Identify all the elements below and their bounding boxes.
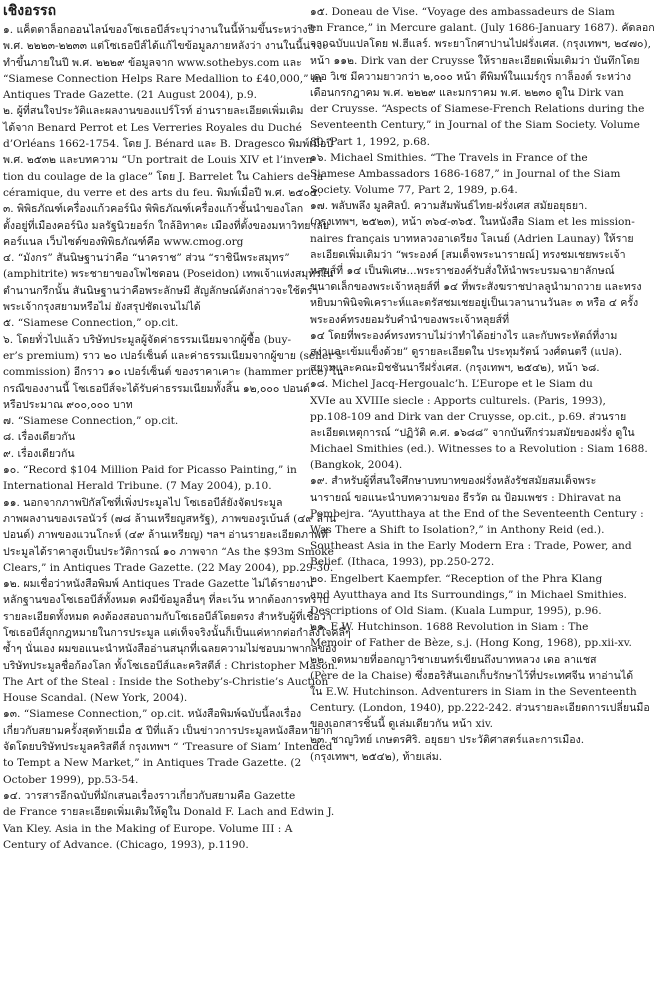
footnote-line: ๒. ผู้ที่สนใจประวัติและผลงานของแปร์โรท์ อ่านรายละเอียดเพิ่มเติม bbox=[3, 105, 304, 118]
footnote-line: ๒๐. Engelbert Kaempfer. “Reception of the Phra Klang bbox=[310, 572, 603, 585]
footnote-line: The Art of the Steal : Inside the Sotheby’s-Christie’s Auction bbox=[3, 675, 329, 688]
footnote-line: (Père de la Chaise) ซึ่งฮอริสันเอกเก็บรักษาไว้ที่ประเทศจีน หาอ่านได้ bbox=[310, 669, 634, 682]
page-heading: เชิงอรรถ bbox=[3, 3, 57, 19]
footnote-line: รายละเอียดทั้งหมด คงต้องสอบถามกับโซเธอบีส์โดยตรง สำหรับผู้ที่เชื่อว่า bbox=[3, 610, 332, 623]
footnote-line: ๑๘. Michel Jacq-Hergoualc’h. L’Europe et le Siam du bbox=[310, 378, 593, 391]
footnote-line: ๑๒. ผมเชื่อว่าหนังสือพิมพ์ Antiques Trade Gazette ไม่ได้รายงาน bbox=[3, 578, 314, 591]
footnote-line: ๑๐. “Record $104 Million Paid for Picasso Painting,” in bbox=[3, 464, 297, 477]
footnote-line: หลุยส์ที่ ๑๔ เป็นพิเศษ...พระราชองค์รับสั่งให้นำพระบรมฉายาลักษณ์ bbox=[310, 265, 615, 277]
footnote-line: commission) อีกราว ๑๐ เปอร์เซ็นต์ ของราคาเคาะ (hammer price) ใน bbox=[3, 366, 344, 379]
footnote-line: พ.ศ. ๒๒๒๓-๒๒๓๓ แต่โซเธอบีส์ได้แก้ไขข้อมูลภายหลังว่า งานในนี้น่าจะ bbox=[3, 40, 328, 53]
footnote-line: ๙. เรื่องเดียวกัน bbox=[3, 447, 75, 460]
footnote-line: Antiques Trade Gazette. (21 August 2004), p.9. bbox=[3, 89, 258, 102]
footnote-line: หน้า ๑๑๒. Dirk van der Cruysse ให้รายละเอียดเพิ่มเติมว่า บันทึกโดย bbox=[310, 54, 640, 67]
footnote-line: Century of Advance. (Chicago, 1993), p.1190. bbox=[3, 838, 249, 851]
footnote-line: ๒๓. ชาญวิทย์ เกษตรศิริ. อยุธยา ประวัติศาสตร์และการเมือง. bbox=[310, 734, 585, 747]
footnote-line: Belief. (Ithaca, 1993), pp.250-272. bbox=[310, 556, 495, 569]
footnote-line: Pombejra. “Ayutthaya at the End of the Seventeenth Century : bbox=[310, 507, 644, 520]
footnote-line: ของเอกสารชิ้นนี้ ดูเล่มเดียวกัน หน้า xiv. bbox=[310, 718, 493, 731]
footnote-line: ละเอียดเพิ่มเติมว่า “พระองค์ [สมเด็จพระนารายณ์] ทรงชมเชยพระเจ้า bbox=[310, 248, 626, 261]
footnote-line: ๗. “Siamese Connection,” op.cit. bbox=[3, 415, 179, 428]
footnote-line: de France รายละเอียดเพิ่มเติมให้ดูใน Donald F. Lach and Edwin J. bbox=[3, 806, 335, 819]
footnote-line: พระองค์ทรงยอมรับคำนำของพระเจ้าหลุยส์ที่ bbox=[310, 313, 510, 326]
footnote-line: (amphitrite) พระชายาของโพไซดอน (Poseidon) เทพเจ้าแห่งสมุทรใน bbox=[3, 268, 334, 281]
footnote-line: ๑๔ โดยที่พระองค์ทรงทราบไม่ว่าทำได้อย่างไร และกับพระหัตถ์ที่งาม bbox=[310, 329, 618, 342]
footnote-line: (กรุงเทพฯ, ๒๕๔๒), ท้ายเล่ม. bbox=[310, 750, 443, 763]
footnote-line: naires français บาทหลวงอาเดรียง โลเนย์ (Adrien Launay) ให้ราย bbox=[310, 232, 634, 245]
footnote-line: ภาพผลงานของเรอนัวร์ (๗๘ ล้านเหรียญสหรัฐ), ภาพของรูเบ้นส์ (๔๙ ล้าน bbox=[3, 512, 337, 525]
footnote-line: จัดโดยบริษัทประมูลคริสตีส์ กรุงเทพฯ “ ‘Treasure of Siam’ Intended bbox=[3, 741, 333, 754]
footnote-line: Seventeenth Century,” in Journal of the Siam Society. Volume bbox=[310, 119, 640, 132]
footnote-line: ๖. โดยทั่วไปแล้ว บริษัทประมูลผู้จัดค่าธรรมเนียมจากผู้ซื้อ (buy- bbox=[3, 333, 292, 346]
footnote-line: Was There a Shift to Isolation?,” in Anthony Reid (ed.). bbox=[310, 524, 605, 536]
footnote-line: House Scandal. (New York, 2004). bbox=[3, 692, 188, 705]
footnote-line: หยิบมาพินิจพิเคราะห์และตรัสชมเชยอยู่เป็นเวลานานวันละ ๓ หรือ ๔ ครั้ง bbox=[310, 297, 639, 310]
footnote-line: er’s premium) ราว ๒๐ เปอร์เซ็นต์ และค่าธรรมเนียมจากผู้ขาย (seller’s bbox=[3, 349, 343, 362]
footnote-line: Society. Volume 77, Part 2, 1989, p.64. bbox=[310, 184, 518, 197]
footnote-line: XVIe au XVIIIe siecle : Apports culturels. (Paris, 1993), bbox=[310, 394, 606, 407]
footnote-line: pp.108-109 and Dirk van der Cruysse, op.cit., p.69. ส่วนราย bbox=[310, 410, 627, 423]
footnote-line: d’Orléans 1662-1754. โดย J. Bénard และ B. Dragesco พิมพ์เมื่อปี bbox=[3, 138, 334, 151]
footnote-line: ๔. “มังกร” สันนิษฐานว่าคือ “นาคราช” ส่วน “ราชินีพระสมุทร” bbox=[3, 252, 290, 265]
footnote-line: ตั้งอยู่ที่เมืองคอร์นิง มลรัฐนิวยอร์ก ใกล้อิทาคะ เมืองที่ตั้งของมหาวิทยาลัย bbox=[3, 219, 330, 232]
footnote-line: บริษัทประมูลชื่อก้องโลก ทั้งโซเธอบีส์และคริสตีส์ : Christopher Mason. bbox=[3, 659, 338, 672]
footnote-line: สง่าและเข้มแข็งด้วย” ดูรายละเอียดใน ประทุมรัตน์ วงศ์ดนตรี (แปล). bbox=[310, 345, 623, 358]
footnote-line: จากฉบับแปลโดย ฟ.ฮีแลร์. พระยาโกศาปานไปฝรั่งเศส. (กรุงเทพฯ, ๒๔๗๐), bbox=[310, 38, 651, 51]
footnote-line: Michael Smithies (ed.). Witnesses to a Revolution : Siam 1688. bbox=[310, 443, 648, 456]
footnote-line: ใน E.W. Hutchinson. Adventurers in Siam in the Seventeenth bbox=[310, 685, 637, 698]
footnote-line: ๒๒. จดหมายที่ออกญาวิชาเยนทร์เขียนถึงบาทหลวง เดอ ลาแชส bbox=[310, 653, 597, 666]
left-column bbox=[3, 22, 351, 853]
footnote-line: Clears,” in Antiques Trade Gazette. (22 May 2004), pp.29-30. bbox=[3, 561, 334, 574]
footnote-line: ทำขึ้นภายในปี พ.ศ. ๒๒๒๙ ข้อมูลจาก www.sothebys.com และ bbox=[3, 56, 302, 69]
footnote-line: (Bangkok, 2004). bbox=[310, 459, 403, 472]
right-column bbox=[310, 4, 655, 765]
footnote-line: เดอ วิเซ มีความยาวกว่า ๒,๐๐๐ หน้า ตีพิมพ์ในแมร์กูร กาล็องต์ ระหว่าง bbox=[310, 70, 632, 83]
footnote-line: พ.ศ. ๒๕๓๒ และบทความ “Un portrait de Louis XIV et l’inven- bbox=[3, 154, 316, 167]
footnote-line: Southeast Asia in the Early Modern Era : Trade, Power, and bbox=[310, 540, 632, 553]
footnote-line: Siamese Ambassadors 1686-1687,” in Journal of the Siam bbox=[310, 167, 621, 180]
footnote-line: der Cruysse. “Aspects of Siamese-French Relations during the bbox=[310, 103, 645, 116]
footnote-line: ขนาดเล็กของพระเจ้าหลุยส์ที่ ๑๔ ที่พระสังฆราชปาลลูนำมาถวาย และทรง bbox=[310, 281, 642, 294]
footnote-line: ๑๕. Doneau de Vise. “Voyage des ambassadeurs de Siam bbox=[310, 6, 615, 18]
footnote-line: ๕. “Siamese Connection,” op.cit. bbox=[3, 317, 179, 330]
footnote-line: ตำนานกรีกนั้น สันนิษฐานว่าคือพระลักษมี สัญลักษณ์ดังกล่าวจะใช้ตรา bbox=[3, 284, 319, 297]
footnote-line: Descriptions of Old Siam. (Kuala Lumpur, 1995), p.96. bbox=[310, 604, 602, 617]
footnote-line: คอร์แนล เว็บไซต์ของพิพิธภัณฑ์คือ www.cmog.org bbox=[3, 235, 244, 248]
footnote-line: ๑๑. นอกจากภาพปิกัสโซที่เพิ่งประมูลไป โซเธอบีส์ยังจัดประมูล bbox=[3, 496, 283, 509]
footnote-line: ๑๙. สำหรับผู้ที่สนใจศึกษาบทบาทของฝรั่งหลังรัชสมัยสมเด็จพระ bbox=[310, 475, 597, 488]
footnote-line: ๑. แค็ตตาล็อกออนไลน์ของโซเธอบีส์ระบุว่างานในนี้ห้ามขึ้นระหว่างปี bbox=[3, 24, 315, 36]
footnote-line: “Siamese Connection Helps Rare Medallion to £40,000,” in bbox=[3, 72, 323, 85]
footnote-line: ปอนด์) ภาพของแวนโกะห์ (๔๙ ล้านเหรียญ) ฯลฯ อ่านรายละเอียดภาพที่ bbox=[3, 529, 328, 542]
footnote-line: Century. (London, 1940), pp.222-242. ส่วนรายละเอียดการเปลี่ยนมือ bbox=[310, 702, 650, 715]
footnote-line: ๑๖. Michael Smithies. “The Travels in France of the bbox=[310, 151, 588, 164]
footnote-line: tion du coulage de la glace” โดย J. Barrelet ใน Cahiers de la bbox=[3, 170, 324, 183]
footnote-line: and Ayutthaya and Its Surroundings,” in Michael Smithies. bbox=[310, 588, 627, 601]
footnote-line: ซ้ำๆ นั่นเอง ผมขอแนะนำหนังสืออ่านสนุกที่เฉลยความไม่ชอบมาพากลของ bbox=[3, 643, 337, 656]
footnote-line: céramique, du verre et des arts du feu. พิมพ์เมื่อปี พ.ศ. ๒๕๐๕. bbox=[3, 186, 322, 199]
footnote-line: 80, Part 1, 1992, p.68. bbox=[310, 135, 431, 148]
footnote-line: ละเอียดเหตุการณ์ “ปฏิวัติ ค.ศ. ๑๖๘๘” จากบันทึกร่วมสมัยของฝรั่ง ดูใน bbox=[310, 426, 635, 439]
footnote-line: ๒๑. E.W. Hutchinson. 1688 Revolution in Siam : The bbox=[310, 621, 589, 634]
footnote-line: สยามและคณะมิชชันนารีฝรั่งเศส. (กรุงเทพฯ, ๒๕๔๒), หน้า ๖๘. bbox=[310, 362, 600, 375]
footnote-line: ๑๗. พลับพลึง มูลศิลป์. ความสัมพันธ์ไทย-ฝรั่งเศส สมัยอยุธยา. bbox=[310, 200, 588, 213]
footnote-line: ๘. เรื่องเดียวกัน bbox=[3, 431, 76, 444]
footnote-line: ได้จาก Benard Perrot et Les Verreries Royales du Duché bbox=[3, 121, 302, 134]
footnote-line: โซเธอบีส์ถูกกฎหมายในการประมูล แต่เท็จจริงนั้นก็เป็นแค่หากต่อกำลังใจคลื่ๆ bbox=[3, 626, 351, 639]
footnote-line: หรือประมาณ ๙๐๐,๐๐๐ บาท bbox=[3, 398, 133, 411]
footnote-line: en France,” in Mercure galant. (July 1686-January 1687). คัดลอก bbox=[310, 22, 655, 35]
footnote-line: เดือนกรกฎาคม พ.ศ. ๒๒๒๙ และมกราคม พ.ศ. ๒๒๓๐ ดูใน Dirk van bbox=[310, 86, 624, 99]
footnote-line: หลักฐานของโซเธอบีส์ทั้งหมด คงมีข้อมูลอื่นๆ ที่ละเว้น หากต้องการทราบ bbox=[3, 594, 330, 607]
footnote-line: (กรุงเทพฯ, ๒๕๒๓), หน้า ๓๖๔-๓๖๕. ในหนังสือ Siam et les mission- bbox=[310, 216, 635, 229]
footnote-line: to Tempt a New Market,” in Antiques Trade Gazette. (2 bbox=[3, 757, 302, 770]
footnote-line: ๓. พิพิธภัณฑ์เครื่องแก้วคอร์นิง พิพิธภัณฑ์เครื่องแก้วชั้นนำของโลก bbox=[3, 203, 304, 216]
footnote-line: พระเจ้ากรุงสยามหรือไม่ ยังสรุปชัดเจนไม่ได้ bbox=[3, 301, 201, 314]
footnote-line: International Herald Tribune. (7 May 2004), p.10. bbox=[3, 480, 272, 493]
footnote-line: Van Kley. Asia in the Making of Europe. Volume III : A bbox=[3, 822, 293, 835]
footnote-line: ๑๓. “Siamese Connection,” op.cit. หนังสือพิมพ์ฉบับนี้ลงเรื่อง bbox=[3, 708, 302, 721]
footnote-line: October 1999), pp.53-54. bbox=[3, 773, 139, 786]
footnote-line: เกี่ยวกับสยามครั้งสุดท้ายเมื่อ ๕ ปีที่แล้ว เป็นข่าวการประมูลหนังสือหายาก bbox=[3, 724, 333, 737]
footnote-line: ประมูลได้ราคาสูงเป็นประวัติการณ์ ๑๐ ภาพจาก “As the $93m Smoke bbox=[3, 545, 334, 558]
footnote-line: นารายณ์ ขอแนะนำบทความของ ธีรวัต ณ ป้อมเพชร : Dhiravat na bbox=[310, 491, 622, 504]
footnote-line: ๑๔. วารสารอีกฉบับที่มักเสนอเรื่องราวเกี่ยวกับสยามคือ Gazette bbox=[3, 789, 296, 802]
footnote-line: กรณีของงานนี้ โซเธอบีส์จะได้รับค่าธรรมเนียมทั้งสิ้น ๑๒,๐๐๐ ปอนด์ bbox=[3, 382, 310, 395]
footnote-line: Memoir of Father de Bèze, s.j. (Hong Kong, 1968), pp.xii-xv. bbox=[310, 637, 632, 650]
